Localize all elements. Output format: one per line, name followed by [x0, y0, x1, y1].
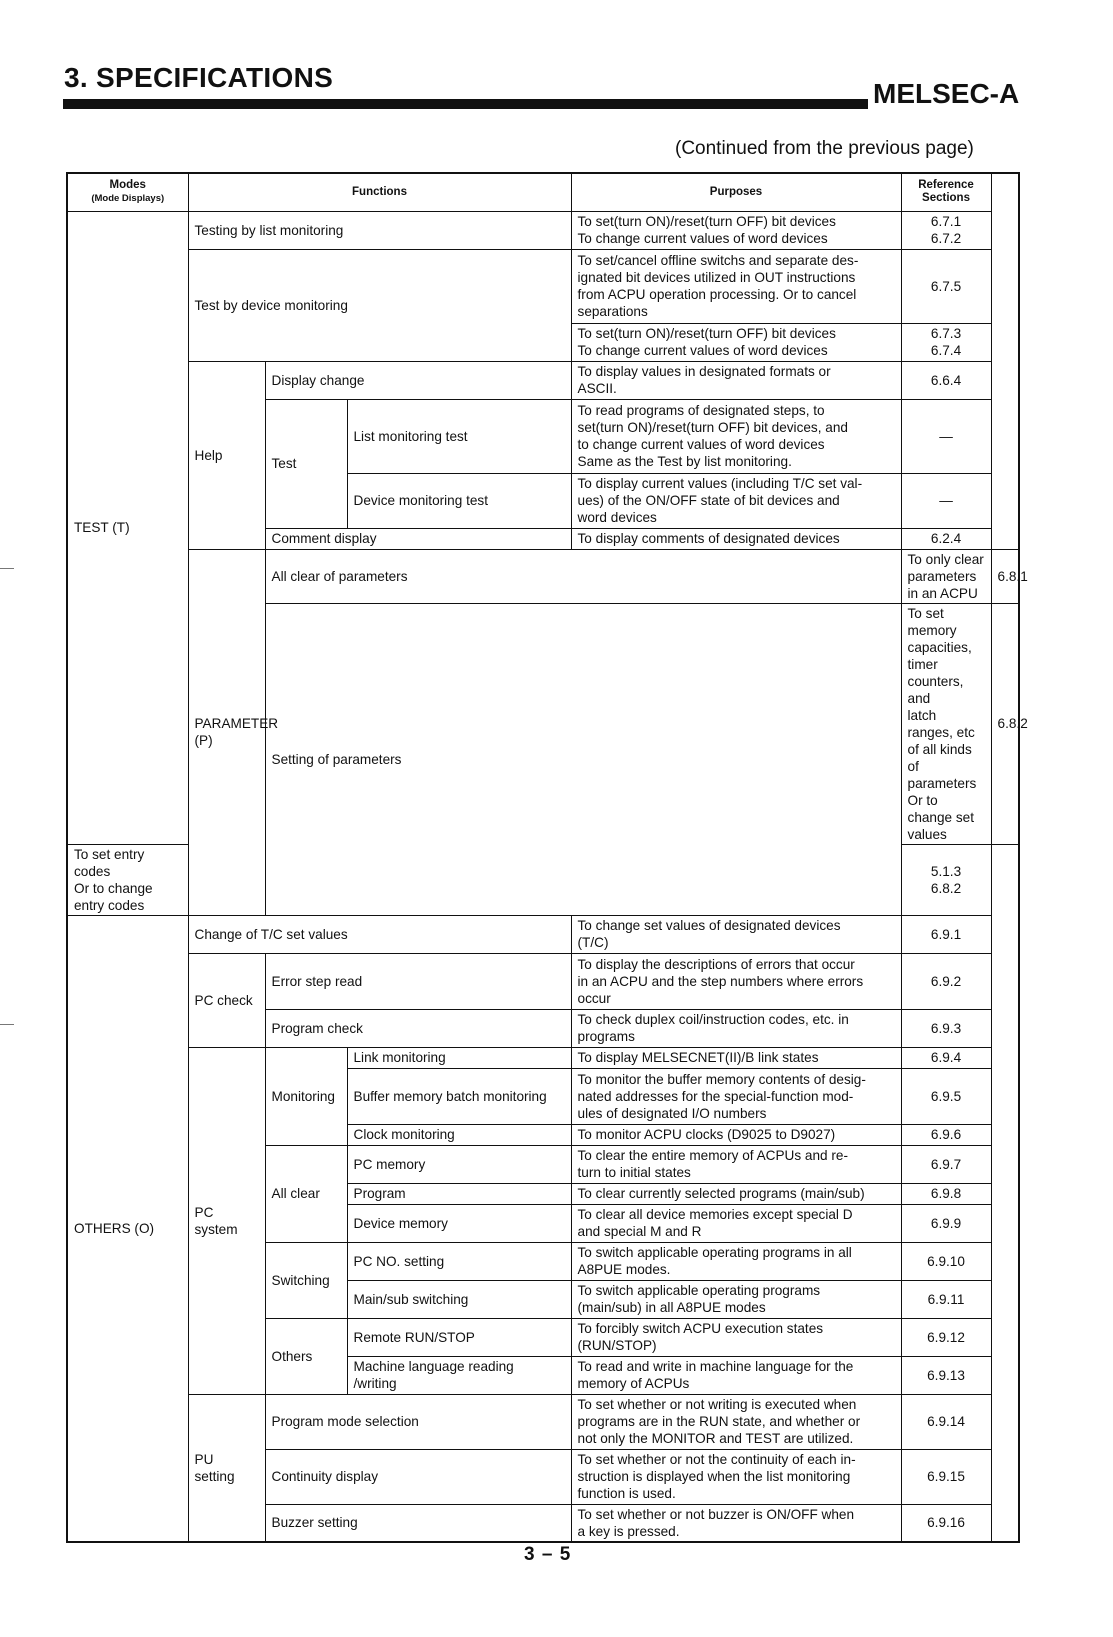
purpose-cell: To clear currently selected programs (main/sub): [571, 1183, 901, 1204]
function-cell: Error step read: [265, 953, 571, 1009]
group-pu-setting: PU setting: [188, 1394, 265, 1542]
function-cell: Continuity display: [265, 1449, 571, 1504]
ref-cell: 6.9.9: [901, 1204, 991, 1242]
function-cell: Clock monitoring: [347, 1124, 571, 1145]
function-cell: Display change: [265, 361, 571, 399]
purpose-cell: To clear all device memories except special D and special M and R: [571, 1204, 901, 1242]
purpose-cell: To read programs of designated steps, to set(turn ON)/reset(turn OFF) bit devices, and to change current values of word devices Same as the Test by list monitoring.: [571, 399, 901, 473]
ref-cell: 6.9.10: [901, 1242, 991, 1280]
group-switching: Switching: [265, 1242, 347, 1318]
ref-cell: —: [901, 399, 991, 473]
purpose-cell: To change set values of designated devices (T/C): [571, 915, 901, 953]
function-cell: List monitoring test: [347, 399, 571, 473]
purpose-cell: To set entry codes Or to change entry codes: [67, 844, 188, 915]
mode-cell: OTHERS (O): [67, 915, 188, 1542]
purpose-cell: To display current values (including T/C set val- ues) of the ON/OFF state of bit devices and word devices: [571, 473, 901, 528]
group-others: Others: [265, 1318, 347, 1394]
purpose-cell: To switch applicable operating programs in all A8PUE modes.: [571, 1242, 901, 1280]
header-reference: Reference Sections: [901, 173, 991, 211]
table-row: [67, 1394, 1019, 1449]
margin-mark: [0, 568, 14, 569]
ref-cell: —: [901, 473, 991, 528]
ref-cell: 6.6.4: [901, 361, 991, 399]
header-functions: Functions: [188, 173, 571, 211]
function-cell: Change of T/C set values: [188, 915, 571, 953]
purpose-cell: To forcibly switch ACPU execution states (RUN/STOP): [571, 1318, 901, 1356]
function-cell: Buzzer setting: [265, 1504, 571, 1542]
header-purposes: Purposes: [571, 173, 901, 211]
function-cell: Buffer memory batch monitoring: [347, 1068, 571, 1124]
continued-note: (Continued from the previous page): [675, 138, 974, 159]
mode-cell: TEST (T): [67, 211, 188, 844]
ref-cell: 6.9.13: [901, 1356, 991, 1394]
ref-cell: 6.9.3: [901, 1009, 991, 1047]
purpose-cell: To display values in designated formats or ASCII.: [571, 361, 901, 399]
group-monitoring: Monitoring: [265, 1047, 347, 1145]
purpose-cell: To set/cancel offline switchs and separate des- ignated bit devices utilized in OUT instructions from ACPU operation processing. Or to cancel separations: [571, 249, 901, 323]
purpose-cell: To clear the entire memory of ACPUs and re- turn to initial states: [571, 1145, 901, 1183]
brand-label: MELSEC-A: [873, 78, 1020, 109]
ref-cell: 6.9.2: [901, 953, 991, 1009]
section-title: 3. SPECIFICATIONS: [64, 62, 334, 93]
purpose-cell: To monitor ACPU clocks (D9025 to D9027): [571, 1124, 901, 1145]
group-pc-check: PC check: [188, 953, 265, 1047]
purpose-cell: To monitor the buffer memory contents of desig- nated addresses for the special-function mod- ules of designated I/O numbers: [571, 1068, 901, 1124]
purpose-cell: To check duplex coil/instruction codes, etc. in programs: [571, 1009, 901, 1047]
table-row: [67, 915, 1019, 953]
page-number: 3 – 5: [524, 1544, 572, 1565]
ref-cell: 6.9.7: [901, 1145, 991, 1183]
function-cell: PC NO. setting: [347, 1242, 571, 1280]
table-row: [67, 1047, 1019, 1068]
ref-cell: 6.9.8: [901, 1183, 991, 1204]
function-cell: Setting of parameters: [265, 603, 901, 915]
ref-cell: 6.7.5: [901, 249, 991, 323]
table-row: [67, 549, 1019, 603]
function-cell: Program check: [265, 1009, 571, 1047]
function-cell: Device monitoring test: [347, 473, 571, 528]
ref-cell: 6.2.4: [901, 528, 991, 549]
ref-cell: 6.9.15: [901, 1449, 991, 1504]
function-cell: Testing by list monitoring: [188, 211, 571, 249]
header-row: [67, 173, 1019, 211]
purpose-cell: To display the descriptions of errors that occur in an ACPU and the step numbers where errors occur: [571, 953, 901, 1009]
ref-cell: 6.9.1: [901, 915, 991, 953]
mode-cell: PARAMETER (P): [188, 549, 265, 915]
ref-cell: 6.9.5: [901, 1068, 991, 1124]
function-cell: Test by device monitoring: [188, 249, 571, 361]
purpose-cell: To display comments of designated devices: [571, 528, 901, 549]
function-cell: Device memory: [347, 1204, 571, 1242]
purpose-cell: To set memory capacities, timer counters, and latch ranges, etc of all kinds of parameters Or to change set values: [901, 603, 991, 844]
spec-table: [66, 172, 1028, 1543]
function-cell: Program: [347, 1183, 571, 1204]
function-cell: Remote RUN/STOP: [347, 1318, 571, 1356]
group-all-clear: All clear: [265, 1145, 347, 1242]
group-test: Test: [265, 399, 347, 528]
table-row: [67, 249, 1019, 323]
function-cell: Program mode selection: [265, 1394, 571, 1449]
function-cell: All clear of parameters: [265, 549, 901, 603]
ref-cell: 6.7.3 6.7.4: [901, 323, 991, 361]
ref-cell: 5.1.3 6.8.2: [901, 844, 991, 915]
purpose-cell: To set whether or not the continuity of each in- struction is displayed when the list monitoring function is used.: [571, 1449, 901, 1504]
purpose-cell: To display MELSECNET(II)/B link states: [571, 1047, 901, 1068]
margin-mark: [0, 1024, 14, 1025]
purpose-cell: To switch applicable operating programs (main/sub) in all A8PUE modes: [571, 1280, 901, 1318]
purpose-cell: To set whether or not buzzer is ON/OFF when a key is pressed.: [571, 1504, 901, 1542]
group-pc-system: PC system: [188, 1047, 265, 1394]
purpose-cell: To set(turn ON)/reset(turn OFF) bit devices To change current values of word devices: [571, 323, 901, 361]
ref-cell: 6.8.2: [991, 603, 1019, 844]
purpose-cell: To only clear parameters in an ACPU: [901, 549, 991, 603]
function-cell: PC memory: [347, 1145, 571, 1183]
ref-cell: 6.9.16: [901, 1504, 991, 1542]
table-row: [67, 953, 1019, 1009]
header-modes: Modes (Mode Displays): [67, 173, 188, 211]
group-help: Help: [188, 361, 265, 549]
ref-cell: 6.7.1 6.7.2: [901, 211, 991, 249]
table-row: [67, 211, 1019, 249]
function-cell: Link monitoring: [347, 1047, 571, 1068]
ref-cell: 6.9.12: [901, 1318, 991, 1356]
ref-cell: 6.8.1: [991, 549, 1019, 603]
purpose-cell: To set(turn ON)/reset(turn OFF) bit devices To change current values of word devices: [571, 211, 901, 249]
function-cell: Machine language reading /writing: [347, 1356, 571, 1394]
header-rule: [63, 99, 868, 109]
purpose-cell: To set whether or not writing is executed when programs are in the RUN state, and whether or not only the MONITOR and TEST are utilized.: [571, 1394, 901, 1449]
function-cell: Main/sub switching: [347, 1280, 571, 1318]
table-row: [67, 361, 1019, 399]
ref-cell: 6.9.6: [901, 1124, 991, 1145]
ref-cell: 6.9.11: [901, 1280, 991, 1318]
ref-cell: 6.9.14: [901, 1394, 991, 1449]
purpose-cell: To read and write in machine language for the memory of ACPUs: [571, 1356, 901, 1394]
ref-cell: 6.9.4: [901, 1047, 991, 1068]
function-cell: Comment display: [265, 528, 571, 549]
